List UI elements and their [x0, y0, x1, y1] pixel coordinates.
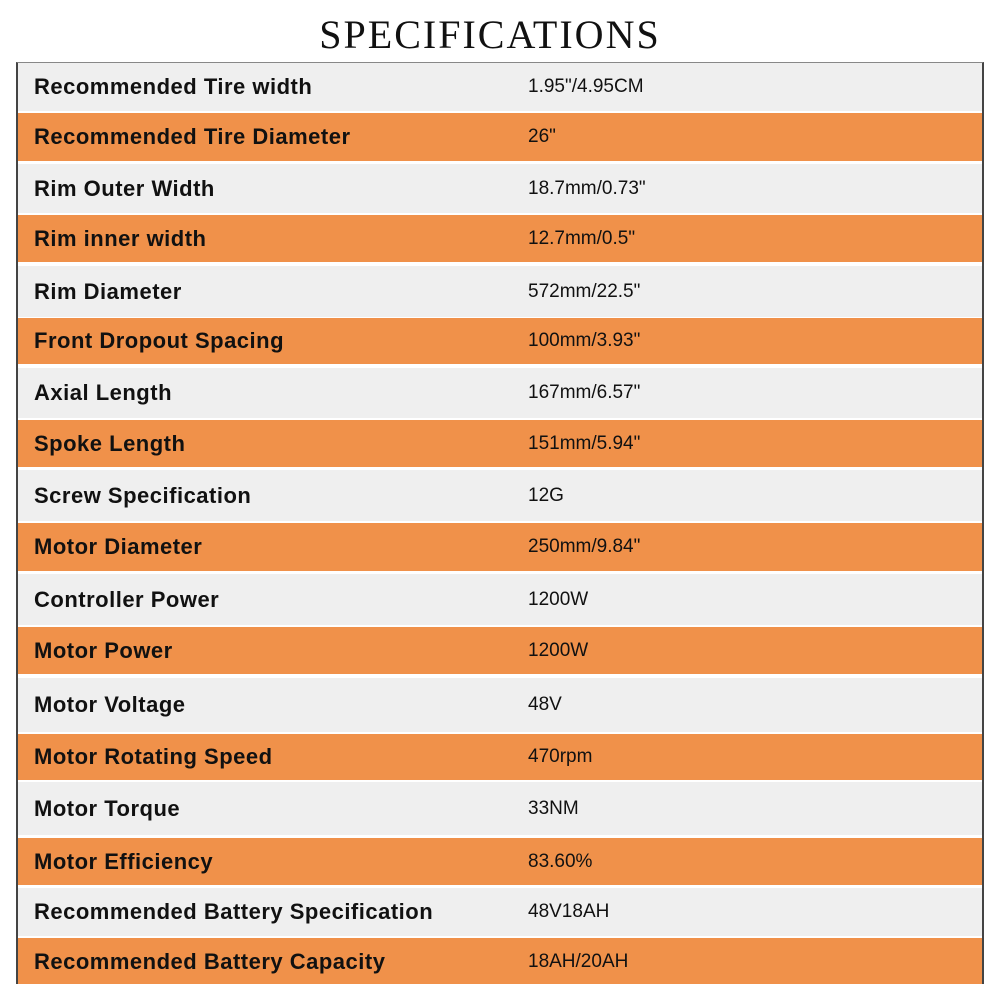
- spec-label: Rim Diameter: [34, 278, 182, 304]
- spec-label: Recommended Tire Diameter: [34, 124, 351, 149]
- spec-value: 1200W: [528, 639, 589, 661]
- spec-value: 470rpm: [528, 746, 593, 767]
- spec-row: [18, 164, 982, 213]
- spec-value: 1.95"/4.95CM: [528, 76, 644, 97]
- spec-value: 48V18AH: [528, 901, 610, 922]
- spec-label: Screw Specification: [34, 482, 252, 508]
- spec-label: Motor Efficiency: [34, 848, 214, 874]
- spec-value: 250mm/9.84": [528, 536, 641, 557]
- spec-row: [18, 318, 982, 364]
- spec-label: Controller Power: [34, 586, 220, 612]
- spec-value: 167mm/6.57": [528, 382, 641, 403]
- spec-label: Axial Length: [34, 380, 173, 405]
- spec-row: [18, 113, 982, 161]
- spec-value: 100mm/3.93": [528, 330, 641, 351]
- spec-row: [18, 888, 982, 936]
- spec-value: 151mm/5.94": [528, 432, 641, 454]
- spec-label: Recommended Battery Specification: [34, 899, 434, 924]
- spec-label: Rim Outer Width: [34, 175, 215, 201]
- spec-row: [18, 678, 982, 732]
- spec-label: Rim inner width: [34, 225, 207, 251]
- spec-row: [18, 734, 982, 780]
- spec-row: [18, 523, 982, 571]
- page-title: SPECIFICATIONS: [319, 12, 661, 57]
- spec-row: [18, 420, 982, 467]
- spec-value: 12G: [528, 484, 564, 506]
- spec-value: 1200W: [528, 588, 589, 610]
- spec-row: [18, 938, 982, 984]
- spec-value: 12.7mm/0.5": [528, 227, 636, 249]
- spec-row: [18, 627, 982, 674]
- spec-label: Motor Voltage: [34, 692, 186, 717]
- spec-value: 33NM: [528, 797, 579, 819]
- spec-row: [18, 574, 982, 625]
- spec-value: 18.7mm/0.73": [528, 177, 646, 199]
- spec-row: [18, 215, 982, 262]
- spec-value: 572mm/22.5": [528, 280, 641, 302]
- spec-table: [16, 62, 984, 984]
- spec-row: [18, 470, 982, 521]
- spec-label: Front Dropout Spacing: [34, 328, 285, 353]
- spec-value: 83.60%: [528, 850, 593, 872]
- spec-row: [18, 266, 982, 317]
- spec-value: 48V: [528, 694, 562, 715]
- spec-row: [18, 63, 982, 111]
- spec-label: Spoke Length: [34, 430, 186, 456]
- spec-row: [18, 368, 982, 418]
- spec-label: Recommended Tire width: [34, 74, 313, 99]
- spec-label: Recommended Battery Capacity: [34, 948, 386, 974]
- spec-label: Motor Power: [34, 637, 173, 663]
- spec-label: Motor Diameter: [34, 534, 203, 559]
- spec-row: [18, 782, 982, 835]
- spec-value: 18AH/20AH: [528, 950, 629, 972]
- spec-label: Motor Torque: [34, 795, 181, 821]
- spec-value: 26": [528, 126, 556, 147]
- spec-label: Motor Rotating Speed: [34, 744, 273, 769]
- spec-row: [18, 838, 982, 885]
